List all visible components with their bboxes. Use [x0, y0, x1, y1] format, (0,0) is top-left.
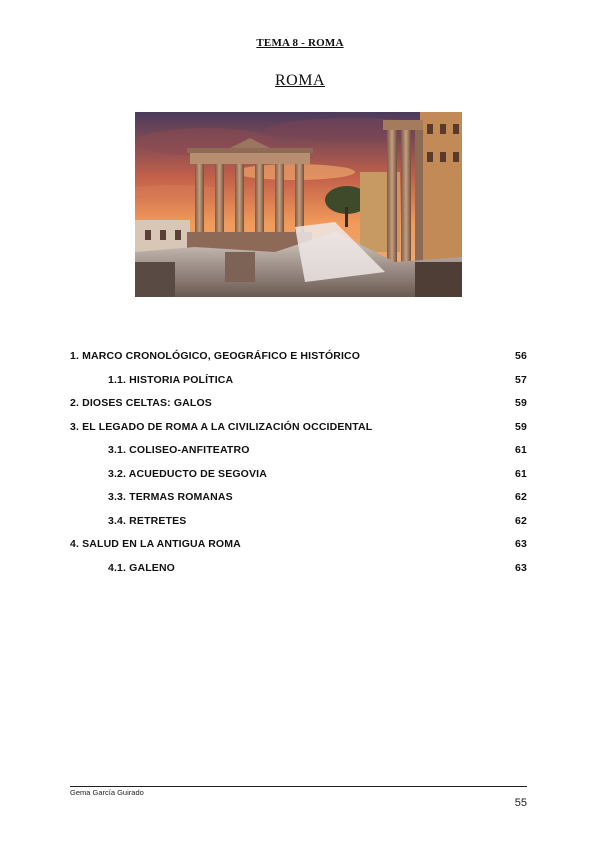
toc-entry[interactable] — [70, 468, 527, 492]
toc-entry-page: 63 — [515, 561, 527, 574]
toc-entry[interactable] — [70, 374, 527, 398]
toc-entry-label: 3.4. RETRETES — [108, 514, 187, 527]
toc-entry-page: 61 — [515, 444, 527, 456]
toc-entry-label: 4.1. GALENO — [108, 561, 175, 574]
toc-entry-label: 3.2. ACUEDUCTO DE SEGOVIA — [108, 467, 267, 480]
footer-author: Gema García Guirado — [70, 788, 144, 797]
footer-page-number: 55 — [514, 797, 527, 809]
toc-entry-label: 3. EL LEGADO DE ROMA A LA CIVILIZACIÓN OCCIDENTAL — [70, 420, 373, 433]
toc-entry[interactable] — [70, 421, 527, 445]
toc-entry-page: 59 — [515, 397, 527, 409]
toc-entry-page: 63 — [515, 538, 527, 550]
footer-divider — [70, 786, 527, 787]
toc-entry-label: 1.1. HISTORIA POLÍTICA — [108, 373, 234, 386]
toc-entry-page: 57 — [515, 373, 527, 386]
table-of-contents — [70, 350, 527, 585]
hero-image — [135, 112, 462, 297]
toc-entry-label: 4. SALUD EN LA ANTIGUA ROMA — [70, 538, 241, 550]
toc-entry-page: 61 — [515, 467, 527, 480]
toc-entry[interactable] — [70, 562, 527, 586]
toc-entry[interactable] — [70, 397, 527, 421]
toc-entry-label: 3.3. TERMAS ROMANAS — [108, 491, 233, 503]
toc-entry[interactable] — [70, 444, 527, 468]
toc-entry[interactable] — [70, 350, 527, 374]
toc-entry-label: 1. MARCO CRONOLÓGICO, GEOGRÁFICO E HISTÓRICO — [70, 350, 361, 362]
toc-entry-page: 62 — [515, 514, 527, 527]
toc-entry-label: 2. DIOSES CELTAS: GALOS — [70, 397, 212, 409]
toc-entry[interactable] — [70, 491, 527, 515]
toc-entry-label: 3.1. COLISEO-ANFITEATRO — [108, 444, 250, 456]
toc-entry-page: 56 — [515, 350, 527, 362]
page-title: ROMA — [274, 72, 325, 89]
toc-entry-page: 59 — [515, 420, 527, 433]
running-header: TEMA 8 - ROMA — [256, 37, 344, 49]
toc-entry[interactable] — [70, 515, 527, 539]
toc-entry[interactable] — [70, 538, 527, 562]
toc-entry-page: 62 — [515, 491, 527, 503]
